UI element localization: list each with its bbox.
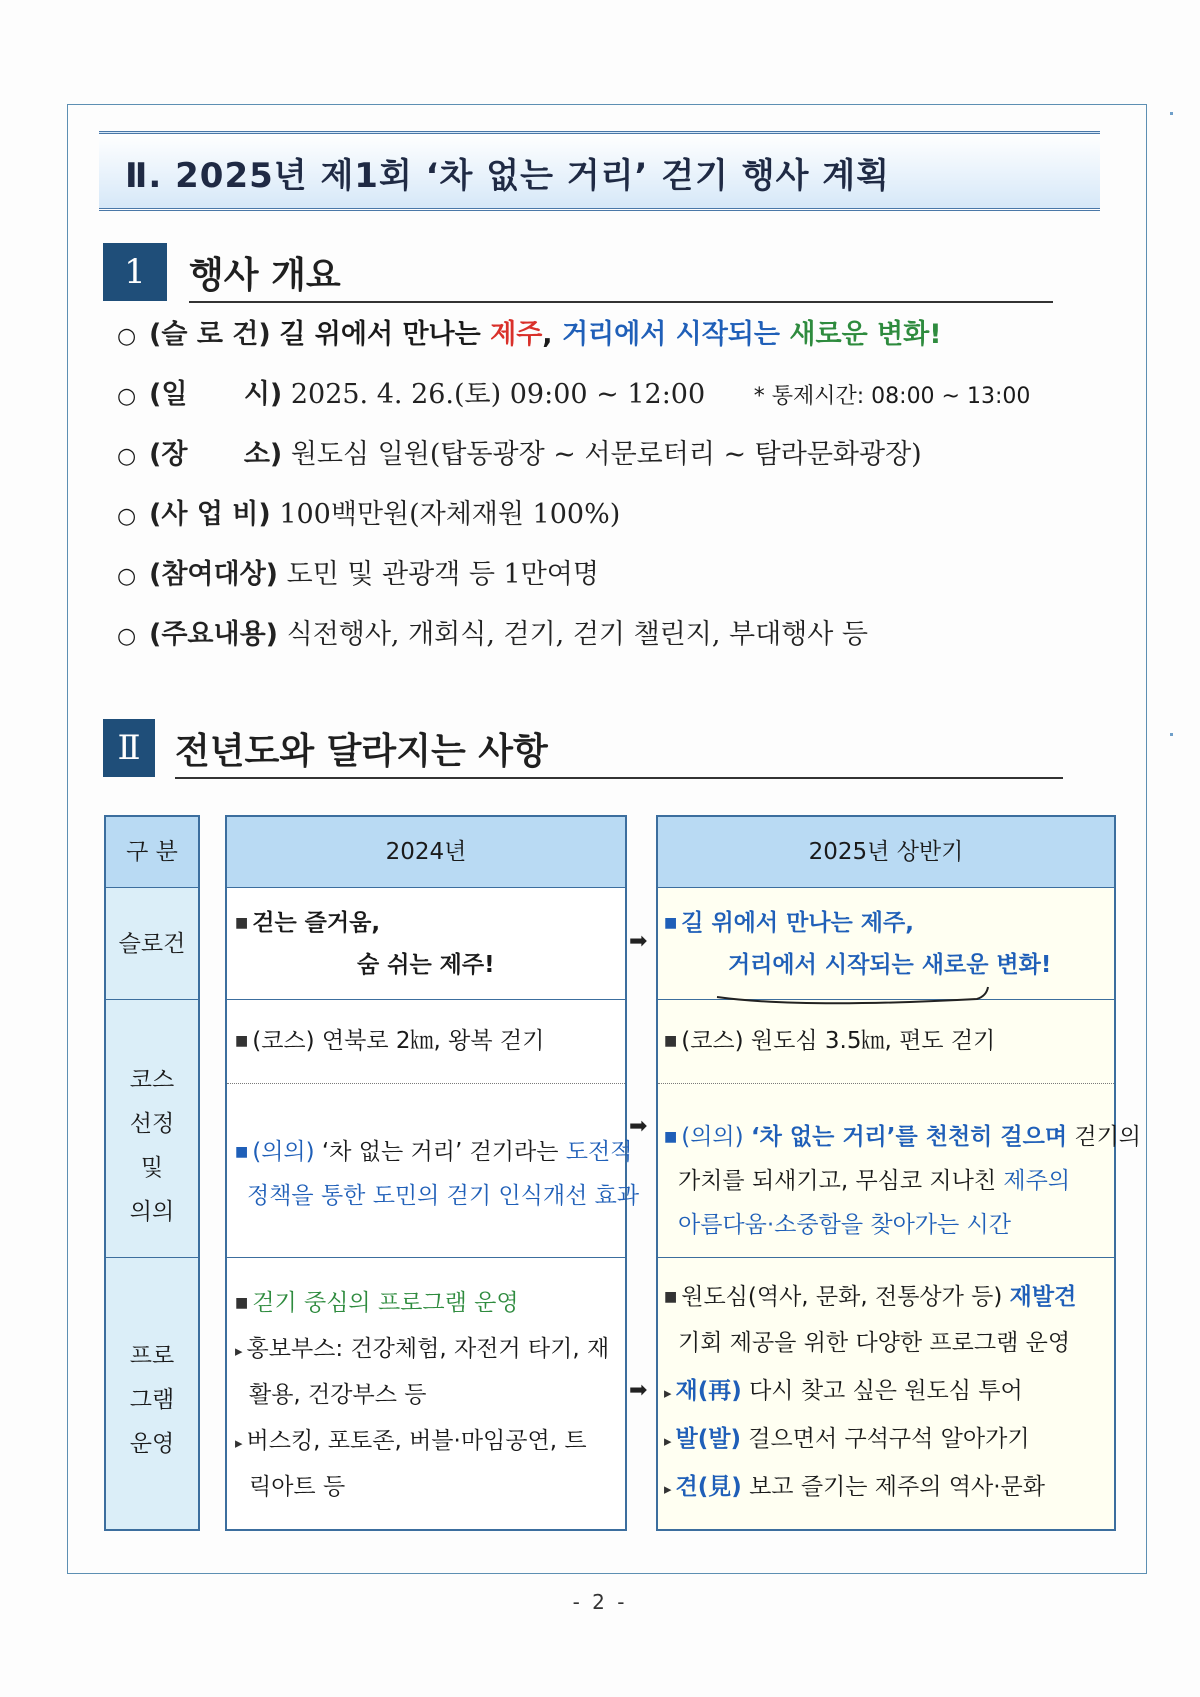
section-2-header [103,719,1063,777]
table-side-column: 구 분 슬로건 코스 선정 및 의의 프로 그램 운영 [104,815,200,1531]
overview-place: ○ (장 소) 원도심 일원(탑동광장 ~ 서문로터리 ~ 탐라문화광장) [117,439,922,470]
meaning-2024-line2: 정책을 통한 도민의 걷기 인식개선 효과 [247,1183,640,1209]
program-2025-gyeon: ▸ 견(見) 보고 즐기는 제주의 역사·문화 [664,1474,1045,1500]
overview-budget: ○ (사 업 비) 100백만원(자체재원 100%) [117,499,621,530]
row-label-program: 프로 [129,1343,175,1369]
document-title: Ⅱ. 2025년 제1회 ‘차 없는 거리’ 걷기 행사 계획 [125,156,890,196]
col-header-2024: 2024년 [227,817,625,888]
program-2024-line1: ▸ 홍보부스: 건강체험, 자전거 타기, 재 [235,1336,610,1362]
overview-date: ○ (일 시) 2025. 4. 26.(토) 09:00 ~ 12:00 * 통제시간: 08:00 ~ 13:00 [117,379,1031,410]
slogan-2024-line1: ■ 걷는 즐거움, [235,910,381,936]
arrow-icon: ➡ [629,1114,648,1139]
section-number: 1 [103,243,167,301]
section-1-header [103,243,1053,301]
arrow-icon: ➡ [629,929,648,954]
course-2025: ■ (코스) 원도심 3.5㎞, 편도 걷기 [664,1028,996,1054]
slogan-2025-line1: ■ 길 위에서 만나는 제주, [664,910,914,936]
section-title: 행사 개요 [189,255,341,296]
section-rule [175,777,1063,779]
section-number: Ⅱ [103,719,155,777]
row-label-slogan: 슬로건 [118,931,186,957]
handwritten-underline [715,985,990,1010]
row-label-course: 코스 [129,1067,175,1093]
meaning-2025-line1: ■ (의의) ‘차 없는 거리’를 천천히 걸으며 걷기의 [664,1124,1142,1150]
scan-speck [1170,112,1173,115]
document-title-bar [99,131,1100,211]
col-header-2025: 2025년 상반기 [658,817,1114,888]
program-2025-bal: ▸ 발(발) 걸으면서 구석구석 알아가기 [664,1426,1030,1452]
program-2024-line3: ▸ 버스킹, 포토존, 버블·마임공연, 트 [235,1428,587,1454]
program-2025-re: ▸ 재(再) 다시 찾고 싶은 원도심 투어 [664,1378,1023,1404]
meaning-2025-line3: 아름다움·소중함을 찾아가는 시간 [678,1212,1011,1238]
course-2024: ■ (코스) 연북로 2㎞, 왕복 걷기 [235,1028,545,1054]
program-2025-line1: ■ 원도심(역사, 문화, 전통상가 등) 재발견 [664,1284,1077,1310]
table-2024-column [225,815,640,1531]
program-2024-line4: 릭아트 등 [249,1474,346,1500]
overview-target: ○ (참여대상) 도민 및 관광객 등 1만여명 [117,559,599,590]
table-2025-column [656,815,1142,1531]
section-rule [189,301,1053,303]
program-2024-line2: 활용, 건강부스 등 [249,1382,427,1408]
overview-slogan: ○ (슬 로 건) 길 위에서 만나는 제주, 거리에서 시작되는 새로운 변화! [117,319,942,350]
program-2025-line2: 기회 제공을 위한 다양한 프로그램 운영 [678,1330,1071,1356]
meaning-2024-line1: ■ (의의) ‘차 없는 거리’ 걷기라는 도전적 [235,1139,633,1165]
overview-content: ○ (주요내용) 식전행사, 개회식, 걷기, 걷기 챌린지, 부대행사 등 [117,619,868,650]
section-title: 전년도와 달라지는 사항 [175,731,548,772]
side-header: 구 분 [106,817,198,888]
meaning-2025-line2: 가치를 되새기고, 무심코 지나친 제주의 [678,1168,1071,1194]
page-number: - 2 - [572,1590,628,1614]
slogan-2024-line2: 숨 쉬는 제주! [357,952,495,978]
program-2024-head: ■ 걷기 중심의 프로그램 운영 [235,1290,519,1316]
arrow-icon: ➡ [629,1378,648,1403]
slogan-2025-line2: 거리에서 시작되는 새로운 변화! [728,952,1052,978]
scan-speck [1170,733,1173,736]
